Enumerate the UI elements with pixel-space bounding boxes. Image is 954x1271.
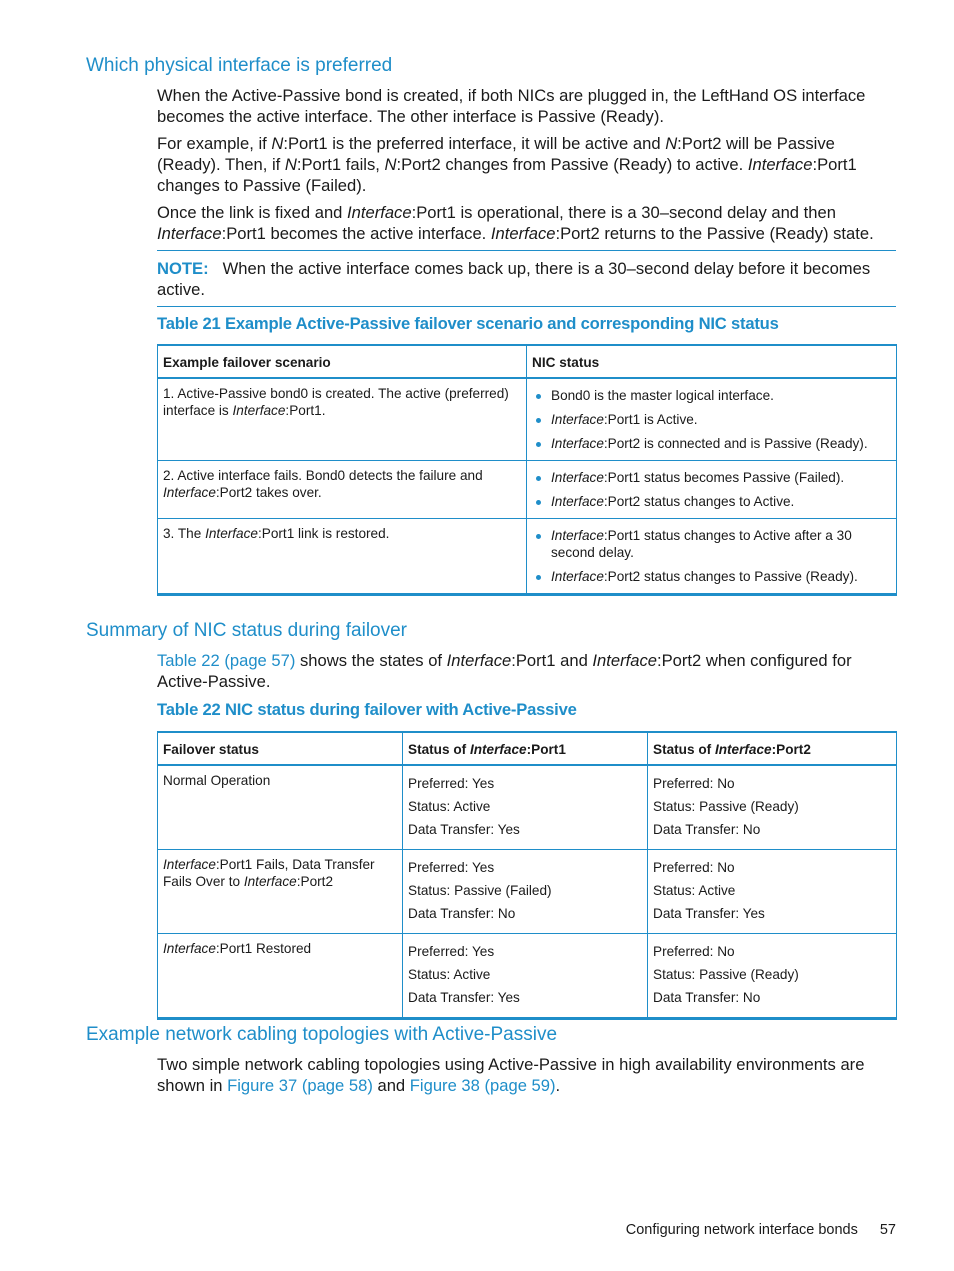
status-line: Status: Active xyxy=(408,967,491,982)
bullet-icon xyxy=(536,394,541,399)
text-run: :Port2 status changes to Active. xyxy=(603,494,795,509)
scenario-cell xyxy=(158,519,527,595)
table-row xyxy=(158,765,897,850)
link-figure-38[interactable]: Figure 38 (page 59) xyxy=(409,1076,556,1095)
italic-text: Interface xyxy=(163,485,216,500)
text-run: Status of xyxy=(653,741,715,757)
list-item xyxy=(532,387,891,404)
port1-status-cell xyxy=(403,850,648,934)
bullet-icon xyxy=(536,534,541,539)
paragraph-table-22-intro xyxy=(157,650,897,692)
bullet-icon xyxy=(536,418,541,423)
text-run: :Port2 xyxy=(296,874,334,889)
footer-section-title: Configuring network interface bonds xyxy=(625,1222,858,1238)
status-line: Preferred: No xyxy=(653,860,735,875)
section-heading-preferred-interface: Which physical interface is preferred xyxy=(86,55,393,76)
text-run: 3. The xyxy=(163,526,206,541)
paragraph-port-example xyxy=(157,133,897,196)
list-item-text xyxy=(551,528,852,560)
nic-status-list xyxy=(532,527,891,585)
link-table-22[interactable]: Table 22 (page 57) xyxy=(157,651,296,670)
text-run: :Port1 status changes to Active after a 30 second delay. xyxy=(551,528,852,560)
italic-text: Interface xyxy=(347,203,412,222)
text-run: For example, if xyxy=(157,134,272,153)
section-heading-nic-status-summary: Summary of NIC status during failover xyxy=(86,620,408,641)
status-line: Status: Passive (Ready) xyxy=(653,799,799,814)
list-item xyxy=(532,568,891,585)
text-run: :Port1 is Active. xyxy=(603,412,698,427)
paragraph-link-fixed xyxy=(157,202,897,244)
bullet-icon xyxy=(536,476,541,481)
table-21 xyxy=(157,344,897,596)
note-top-rule xyxy=(157,250,896,251)
table-row xyxy=(158,850,897,934)
text-run: :Port2 returns to the Passive (Ready) state. xyxy=(555,224,874,243)
status-line: Preferred: Yes xyxy=(408,776,495,791)
status-line: Status: Active xyxy=(408,799,491,814)
italic-text: N xyxy=(384,155,397,174)
status-line: Data Transfer: Yes xyxy=(408,822,520,837)
status-line: Data Transfer: Yes xyxy=(653,906,765,921)
port1-status-cell xyxy=(403,765,648,850)
text-run: 1. Active-Passive bond0 is created. The active (preferred) interface is xyxy=(163,386,509,418)
text-run: :Port2 takes over. xyxy=(215,485,322,500)
bullet-icon xyxy=(536,500,541,505)
nic-status-cell xyxy=(527,378,897,461)
paragraph-bond-created: When the Active-Passive bond is created, if both NICs are plugged in, the LeftHand OS interface becomes the active interface. The other interface is Passive (Ready). xyxy=(157,86,866,126)
text-run: :Port1 xyxy=(526,741,566,757)
text-run: shows the states of xyxy=(295,651,447,670)
nic-status-list xyxy=(532,387,891,452)
nic-status-list xyxy=(532,469,891,510)
italic-text: N xyxy=(271,134,284,153)
list-item-text xyxy=(551,412,698,427)
italic-text: Interface xyxy=(747,155,813,174)
table-21-caption: Table 21 Example Active-Passive failover scenario and corresponding NIC status xyxy=(157,314,779,333)
italic-text: Interface xyxy=(490,224,556,243)
italic-text: Interface xyxy=(592,651,657,670)
status-line: Preferred: No xyxy=(653,776,735,791)
italic-text: Interface xyxy=(551,436,604,451)
note-bottom-rule xyxy=(157,306,896,307)
text-run: Failover status xyxy=(163,741,259,757)
table-22-header-port1 xyxy=(403,732,648,765)
table-22-caption: Table 22 NIC status during failover with Active-Passive xyxy=(157,700,577,719)
list-item-text xyxy=(551,494,794,509)
bullet-icon xyxy=(536,575,541,580)
list-item-text xyxy=(551,569,858,584)
list-item-text xyxy=(551,388,774,403)
text-run: Normal Operation xyxy=(163,773,271,788)
text-run: :Port2 will be Passive (Ready). Then, if xyxy=(157,134,835,174)
table-21-header-scenario: Example failover scenario xyxy=(158,345,527,378)
text-run: Once the link is fixed and xyxy=(157,203,348,222)
text-run: :Port2 xyxy=(771,741,811,757)
text-run: :Port1 fails, xyxy=(296,155,385,174)
text-run: :Port1 is operational, there is a 30–second delay and then xyxy=(411,203,836,222)
status-line: Data Transfer: No xyxy=(408,906,516,921)
link-figure-37[interactable]: Figure 37 (page 58) xyxy=(227,1076,373,1095)
italic-text: Interface xyxy=(551,569,604,584)
note-label: NOTE: xyxy=(157,259,209,278)
nic-status-cell xyxy=(527,519,897,595)
list-item xyxy=(532,493,891,510)
table-row xyxy=(158,461,897,519)
status-line: Status: Passive (Failed) xyxy=(408,883,552,898)
status-line: Status: Active xyxy=(653,883,736,898)
text-run: Status of xyxy=(408,741,470,757)
table-row xyxy=(158,519,897,595)
text-run: :Port1 Fails, Data Transfer Fails Over to xyxy=(163,857,375,889)
text-run: :Port1 and xyxy=(511,651,593,670)
port1-status-cell xyxy=(403,934,648,1019)
text-run: :Port2 when configured for Active-Passive. xyxy=(157,651,852,691)
status-line: Data Transfer: No xyxy=(653,822,761,837)
scenario-cell xyxy=(158,378,527,461)
italic-text: Interface xyxy=(714,741,772,757)
status-line: Data Transfer: No xyxy=(653,990,761,1005)
text-run: :Port1 becomes the active interface. xyxy=(221,224,491,243)
scenario-cell xyxy=(158,461,527,519)
failover-status-cell xyxy=(158,850,403,934)
status-line: Preferred: Yes xyxy=(408,860,495,875)
text-run: :Port2 changes from Passive (Ready) to active. xyxy=(396,155,748,174)
table-22-header-port2 xyxy=(648,732,897,765)
italic-text: Interface xyxy=(157,224,222,243)
status-line: Preferred: No xyxy=(653,944,735,959)
italic-text: Interface xyxy=(551,470,604,485)
text-run: :Port2 is connected and is Passive (Ready). xyxy=(603,436,868,451)
italic-text: N xyxy=(665,134,678,153)
list-item-text xyxy=(551,470,844,485)
text-run: :Port1 status becomes Passive (Failed). xyxy=(603,470,845,485)
italic-text: Interface xyxy=(243,874,297,889)
italic-text: Interface xyxy=(232,403,286,418)
list-item xyxy=(532,469,891,486)
paragraph-cabling-start: Two simple network cabling topologies using Active-Passive in high availability environments are shown in xyxy=(157,1055,865,1095)
status-line: Status: Passive (Ready) xyxy=(653,967,799,982)
status-line: Preferred: Yes xyxy=(408,944,495,959)
list-item xyxy=(532,527,891,561)
footer-page-number: 57 xyxy=(879,1222,896,1238)
text-run: :Port2 status changes to Passive (Ready). xyxy=(603,569,858,584)
italic-text: Interface xyxy=(551,494,604,509)
text-run: :Port1 changes to Passive (Failed). xyxy=(157,155,857,195)
italic-text: Interface xyxy=(551,412,604,427)
text-run: Bond0 is the master logical interface. xyxy=(551,388,774,403)
italic-text: Interface xyxy=(205,526,258,541)
italic-text: Interface xyxy=(163,941,216,956)
text-run: :Port1 is the preferred interface, it will be active and xyxy=(283,134,666,153)
text-run: :Port1 Restored xyxy=(215,941,312,956)
text-run: :Port1 link is restored. xyxy=(257,526,390,541)
port2-status-cell xyxy=(648,765,897,850)
note-block xyxy=(157,258,897,300)
list-item xyxy=(532,411,891,428)
failover-status-cell xyxy=(158,934,403,1019)
text-run: :Port1. xyxy=(285,403,326,418)
status-line: Data Transfer: Yes xyxy=(408,990,520,1005)
italic-text: Interface xyxy=(446,651,512,670)
text-run: 2. Active interface fails. Bond0 detects the failure and xyxy=(163,468,483,483)
port2-status-cell xyxy=(648,850,897,934)
port2-status-cell xyxy=(648,934,897,1019)
table-22-header-failover xyxy=(158,732,403,765)
italic-text: Interface xyxy=(551,528,604,543)
italic-text: N xyxy=(284,155,297,174)
bullet-icon xyxy=(536,442,541,447)
paragraph-cabling-mid: and xyxy=(372,1076,410,1095)
list-item xyxy=(532,435,891,452)
table-row xyxy=(158,934,897,1019)
table-row xyxy=(158,378,897,461)
italic-text: Interface xyxy=(469,741,527,757)
failover-status-cell xyxy=(158,765,403,850)
page-footer xyxy=(600,1222,896,1238)
italic-text: Interface xyxy=(163,857,216,872)
table-22 xyxy=(157,731,897,1020)
paragraph-cabling-end: . xyxy=(555,1076,561,1095)
table-21-header-nic-status: NIC status xyxy=(527,345,897,378)
paragraph-cabling-topologies xyxy=(157,1054,897,1096)
list-item-text xyxy=(551,436,868,451)
note-text: When the active interface comes back up, there is a 30–second delay before it becomes active. xyxy=(157,259,871,299)
section-heading-cabling-topologies: Example network cabling topologies with Active-Passive xyxy=(86,1024,558,1045)
nic-status-cell xyxy=(527,461,897,519)
